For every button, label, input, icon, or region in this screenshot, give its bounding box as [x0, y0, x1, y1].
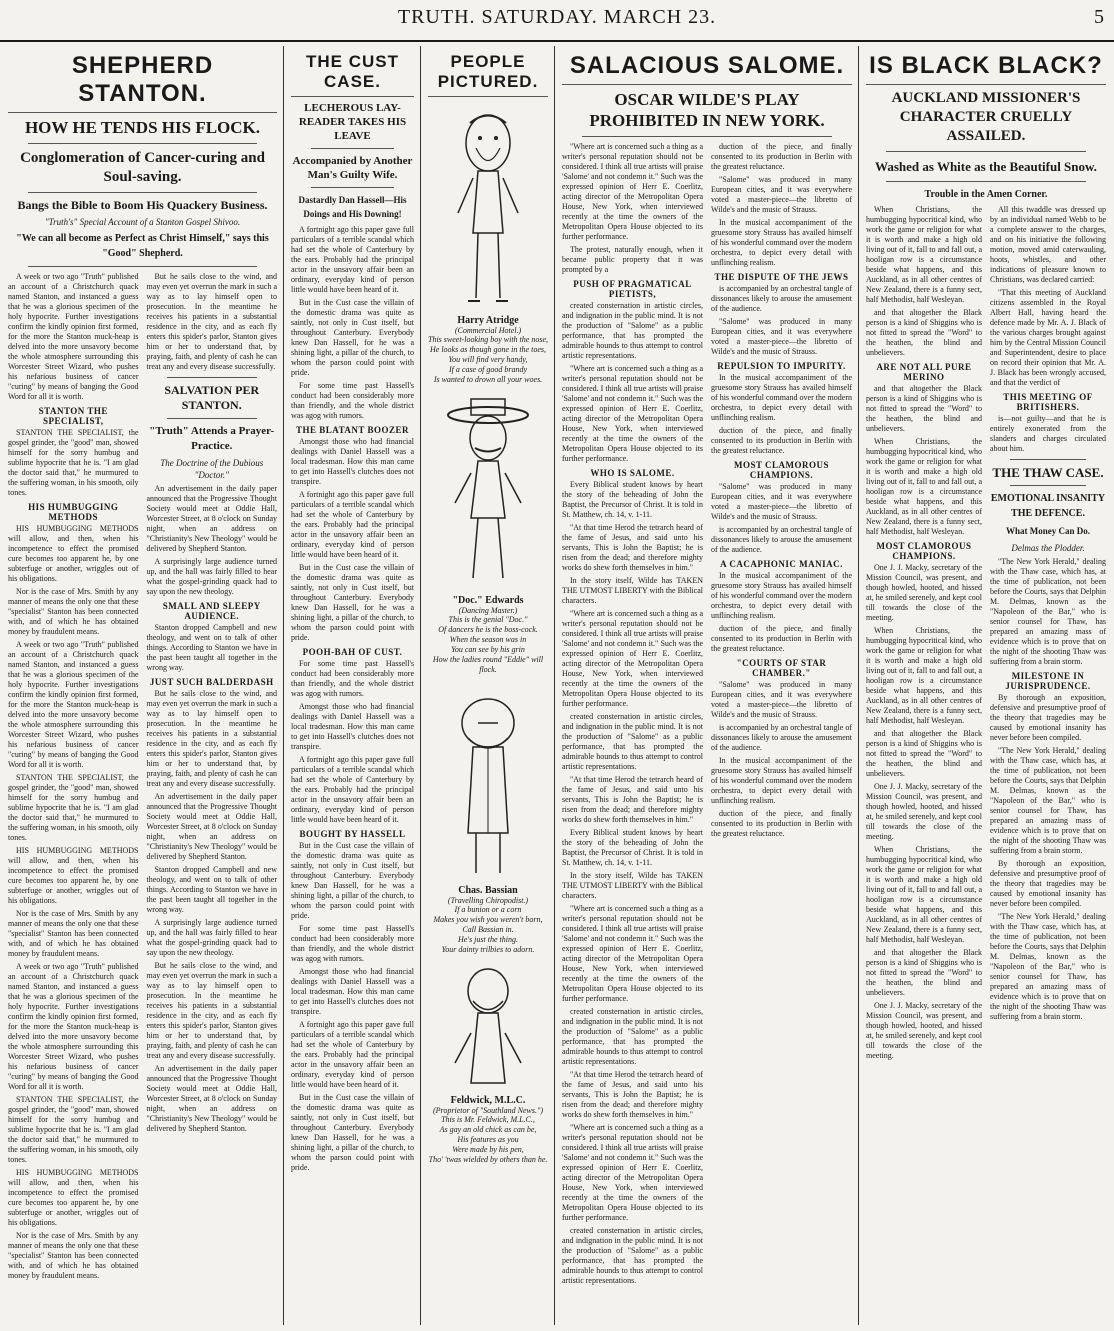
caption-name: "Doc." Edwards — [452, 595, 524, 606]
caricature-illustration — [433, 393, 543, 593]
section-head: POOH-BAH OF CUST. — [302, 647, 403, 657]
headline: IS BLACK BLACK? — [866, 52, 1106, 85]
caption-role: (Commercial Hotel.) — [454, 326, 522, 335]
text-column-right — [711, 142, 852, 1289]
paragraph: "The New York Herald," dealing with the Thaw case, which has, at the time of publication, not been before the Courts, says that Delphin M. Delmas, known as the "Napoleon of the Bar," who is senior counsel for Thaw, has prepared an amazing mass of evidence which is to prove that on the night of the shooting Thaw was suffering from a brain storm. — [990, 557, 1106, 666]
paragraph: A surprisingly large audience turned up, and the hall was fairly filled to hear what the gospel-grinding quack had to say upon the new theology. — [146, 918, 277, 957]
paragraph: One J. J. Macky, secretary of the Mission Council, was present, and though howled, hooted, and hissed at, he smiled serenely, and kept cool till towards the close of the meeting. — [866, 1001, 982, 1060]
paragraph: HIS HUMBUGGING METHODS will allow, and then, when his incompetence to effect the promised cure becomes too apparent he, by one subterfuge or another, wriggles out of his obligations. — [8, 1168, 139, 1227]
paragraph: But he sails close to the wind, and may even yet overrun the mark in such a way as to lay himself open to prosecution. In the meantime he receives his patients in a substantial residence in the city, and as each fly enters this spider's parlor, Stanton gives him or her to understand that, by praying, faith, and plenty of cash he can treat any and every disease successfully. — [146, 689, 277, 788]
caption-verse-line: You will find very handy, — [448, 355, 528, 364]
divider — [28, 192, 257, 193]
section-deck-3: Delmas the Plodder. — [1011, 543, 1085, 553]
paragraph: A fortnight ago this paper gave full particulars of a terrible scandal which had set the whole of Canterbury by the ears. Probably had the principal actor in the unsavory affair been an ordinary, everyday kind of person little would have been heard of it. — [291, 755, 414, 824]
paragraph: The protest, naturally enough, when it became public property that it was prompted by a — [562, 245, 703, 274]
divider — [167, 377, 258, 378]
paragraph: In the story itself, Wilde has TAKEN THE UTMOST LIBERTY with the Biblical characters. — [562, 576, 703, 605]
section-head: PUSH OF PRAGMATICAL PIETISTS, — [573, 279, 692, 299]
divider — [1010, 485, 1086, 486]
paragraph: But he sails close to the wind, and may even yet overrun the mark in such a way as to lay himself open to prosecution. In the meantime he receives his patients in a substantial residence in the city, and as each fly enters this spider's parlor, Stanton gives him or her to understand that, by praying, faith, and plenty of cash he can treat any and every disease successfully. — [146, 961, 277, 1060]
paragraph: "The New York Herald," dealing with the Thaw case, which has, at the time of publication, not been before the Courts, says that Delphin M. Delmas, known as the "Napoleon of the Bar," who is senior counsel for Thaw, has prepared an amazing mass of evidence which is to prove that on the night of the shooting Thaw was suffering from a brain storm. — [990, 746, 1106, 855]
paragraph: For some time past Hassell's conduct had been considerably more than friendly, and the whole district was agog with rumors. — [291, 659, 414, 698]
deck-2: Trouble in the Amen Corner. — [924, 189, 1048, 200]
subhead: LECHEROUS LAY-READER TAKES HIS LEAVE — [298, 102, 407, 142]
paragraph: HIS HUMBUGGING METHODS will allow, and then, when his incompetence to effect the promised cure becomes too apparent he, by one subterfuge or another, wriggles out of his obligations. — [8, 524, 139, 583]
divider — [1010, 459, 1086, 460]
caption-verse-line: Makes you wish you weren't born, — [433, 915, 543, 924]
caricature-illustration — [438, 683, 538, 883]
article-is-black-black — [860, 46, 1112, 1325]
divider — [167, 418, 258, 419]
section-deck: EMOTIONAL INSANITY THE DEFENCE. — [990, 493, 1106, 519]
paragraph: "Salome" was produced in many European cities, and it was everywhere voted a master-piece—the libretto of Wilde's and the music of Strauss. — [711, 482, 852, 521]
article-cust-case — [285, 46, 420, 1325]
section-head: "COURTS OF STAR CHAMBER." — [736, 658, 827, 678]
section-headline: SALVATION PER STANTON. — [164, 383, 260, 412]
caption-verse-line: Were made by his pen, — [452, 1145, 524, 1154]
paragraph: "That this meeting of Auckland citizens assembled in the Royal Albert Hall, having heard the defence made by Mr. A. J. Black of the various charges brought against him by the Central Mission Council and Superintendent, desire to place on record their opinion that Mr. A. J. Black has been wrongly accused, and that the verdict of — [990, 288, 1106, 387]
caption-verse-line: He's just the thing. — [458, 935, 518, 944]
masthead-title: TRUTH. SATURDAY. MARCH 23. — [397, 6, 717, 28]
caption-verse-line: As gay an old chick as can be, — [439, 1125, 537, 1134]
paragraph: STANTON THE SPECIALIST, the gospel grinder, the "good" man, showed himself for the sorry humbug and sublime hypocrite that he is. "I am glad the doctor said that," he murmured to the suffering woman, in his smooth, oily tones. — [8, 428, 139, 497]
paragraph: But in the Cust case the villain of the domestic drama was quite as saintly, not only in Cust itself, but throughout Canterbury. Everybody knew Dan Hassell, for he was a shining light, a pillar of the church, to whom the parson could point with pride. — [291, 841, 414, 920]
paragraph: is—not guilty—and that he is entirely exonerated from the slanders and charges circulated about him. — [990, 414, 1106, 453]
paragraph: A week or two ago "Truth" published an account of a Christchurch quack named Stanton, and instanced a guess that he was a glorious specimen of the holy hypocrite. Further investigations confirm the kindly opinion first formed, for the more the Stanton muck-heap is delved into the more unsavory become the whole atmosphere surrounding this Worcester Street Wizard, who pushes his nefarious business of cancer "curing" by means of banging the Good Word for all it is worth. — [8, 272, 139, 401]
caption-verse-line: If a case of good brandy — [449, 365, 527, 374]
paragraph: For some time past Hassell's conduct had been considerably more than friendly, and the whole district was agog with rumors. — [291, 381, 414, 420]
section-head: A CACAPHONIC MANIAC. — [720, 559, 843, 569]
pull-quote: "We can all become as Perfect as Christ Himself," says this "Good" Shepherd. — [16, 233, 269, 259]
paragraph: An advertisement in the daily paper announced that the Progressive Thought Society would meet at Oddie Hall, Worcester Street, at 8 o'clock on Sunday night, when an address on "Christianity's New Theology" would be delivered by Shepherd Stanton. — [146, 484, 277, 553]
section-head: MOST CLAMOROUS CHAMPIONS. — [733, 460, 830, 480]
caption-verse-line: He looks as though gone in the toes, — [430, 345, 546, 354]
section-head: MILESTONE IN JURISPRUDENCE. — [1005, 671, 1091, 691]
paragraph: "Where art is concerned such a thing as a writer's personal reputation should not be considered. I think all true artists will praise 'Salome' and not condemn it." Such was the expressed opinion of Herr E. Coerlitz, acting director of the Metropolitan Opera House, New York, when interviewed recently at the time the owners of the Metropolitan Opera House objected to its further performance. — [562, 904, 703, 1003]
caption-verse-line: Call Bassian in. — [462, 925, 514, 934]
paragraph: Amongst those who had financial dealings with Daniel Hassell was a local tradesman. How this man came to get into Hassell's clutches does not transpire. — [291, 702, 414, 751]
caption-verse-line: Is wanted to drown all your woes. — [433, 375, 543, 384]
caption-verse-line: When the season was in — [449, 635, 527, 644]
paragraph: A fortnight ago this paper gave full particulars of a terrible scandal which had set the whole of Canterbury by the ears. Probably had the principal actor in the unsavory affair been an ordinary, everyday kind of person little would have been heard of it. — [291, 225, 414, 294]
paragraph: For some time past Hassell's conduct had been considerably more than friendly, and the whole district was agog with rumors. — [291, 924, 414, 963]
text-column-left — [866, 205, 982, 1064]
paragraph: and that altogether the Black person is a kind of Shiggins who is not fitted to spread the "Word" to the heathen, the blind and unbelievers. — [866, 948, 982, 997]
paragraph: An advertisement in the daily paper announced that the Progressive Thought Society would meet at Oddie Hall, Worcester Street, at 8 o'clock on Sunday night, when an address on "Christianity's New Theology" would be delivered by Shepherd Stanton. — [146, 792, 277, 861]
subhead: HOW HE TENDS HIS FLOCK. — [24, 118, 261, 137]
divider — [311, 148, 394, 149]
paragraph: Every Biblical student knows by heart the story of the beheading of John the Baptist, the Precursor of Christ. It is told in St. Matthew, ch. 14, v. 1-11. — [562, 828, 703, 867]
text-column-right — [990, 205, 1106, 1064]
paragraph: and that altogether the Black person is a kind of Shiggins who is not fitted to spread the "Word" to the heathen, the blind and unbelievers. — [866, 729, 982, 778]
column-rule — [283, 46, 284, 1325]
article-shepherd-stanton — [2, 46, 283, 1325]
masthead — [0, 0, 1114, 42]
paragraph: "Where art is concerned such a thing as a writer's personal reputation should not be considered. I think all true artists will praise 'Salome' and not condemn it." Such was the expressed opinion of Herr E. Coerlitz, acting director of the Metropolitan Opera House, New York, when interviewed recently at the time the owners of the Metropolitan Opera House objected to its further performance. — [562, 1123, 703, 1222]
paragraph: and that altogether the Black person is a kind of Shiggins who is not fitted to spread the "Word" to the heathen, the blind and unbelievers. — [866, 384, 982, 433]
deck-2: Bangs the Bible to Boom His Quackery Business. — [17, 198, 268, 212]
paragraph: A surprisingly large audience turned up, and the hall was fairly filled to hear what the gospel-grinding quack had to say upon the new theology. — [146, 557, 277, 596]
paragraph: When Christians, the humbugging hypocritical kind, who work the game or religion for what it is worth and make a high old living out of it, fall to and fall out, a hooligan row is a circumstance beside what happens, and this Auckland, as in all other centres of New Zealand, there is a funny sect, half Methodist, half Wesleyan. — [866, 437, 982, 536]
paragraph: "At that time Herod the tetrarch heard of the fame of Jesus, and said unto his servants, This is John the Baptist; he is risen from the dead; and therefore mighty works do shew forth themselves in him." — [562, 775, 703, 824]
section-head: THE BLATANT BOOZER — [295, 425, 410, 435]
paragraph: is accompanied by an orchestral tangle of dissonances likely to arouse the amusement of the audience. — [711, 723, 852, 752]
caption-verse-line: Your dainty trilbies to adorn. — [441, 945, 535, 954]
paragraph: In the musical accompaniment of the gruesome story Strauss has availed himself of his wonderful command over the modern orchestra, to depict every detail with unflinching realism. — [711, 218, 852, 267]
figure-chas-bassian — [428, 683, 548, 955]
caption-name: Chas. Bassian — [458, 885, 518, 896]
section-head: BOUGHT BY HASSELL — [299, 829, 406, 839]
paragraph: STANTON THE SPECIALIST, the gospel grinder, the "good" man, showed himself for the sorry humbug and sublime hypocrite that he is. "I am glad the doctor said that," he murmured to the suffering woman, in his smooth, oily tones. — [8, 1095, 139, 1164]
deck: Accompanied by Another Man's Guilty Wife. — [292, 155, 413, 181]
column-rule — [420, 46, 421, 1325]
paragraph: duction of the piece, and finally consented to its production in Berlin with the greatest reluctance. — [711, 426, 852, 455]
paragraph: Amongst those who had financial dealings with Daniel Hassell was a local tradesman. How this man came to get into Hassell's clutches does not transpire. — [291, 437, 414, 486]
paragraph: A week or two ago "Truth" published an account of a Christchurch quack named Stanton, and instanced a guess that he was a glorious specimen of the holy hypocrite. Further investigations confirm the kindly opinion first formed, for the more the Stanton muck-heap is delved into the more unsavory become the whole atmosphere surrounding this Worcester Street Wizard, who pushes his nefarious business of cancer "curing" by means of banging the Good Word for all it is worth. — [8, 640, 139, 769]
text-column-right — [147, 272, 278, 1284]
figure-harry-atridge — [428, 103, 548, 385]
paragraph: In the musical accompaniment of the gruesome story Strauss has availed himself of his wonderful command over the modern orchestra, to depict every detail with unflinching realism. — [711, 571, 852, 620]
paragraph: Nor is the case of Mrs. Smith by any manner of means the only one that these "specialist" Stanton has been connected with, and of which he has obtained money by fraudulent means. — [8, 909, 139, 958]
section-head: SMALL AND SLEEPY AUDIENCE. — [162, 601, 261, 621]
paragraph: "Salome" was produced in many European cities, and it was everywhere voted a master-piece—the libretto of Wilde's and the music of Strauss. — [711, 175, 852, 214]
divider — [28, 143, 257, 144]
column-rule — [554, 46, 555, 1325]
paragraph: In the musical accompaniment of the gruesome story Strauss has availed himself of his wonderful command over the modern orchestra, to depict every detail with unflinching realism. — [711, 373, 852, 422]
paragraph: But in the Cust case the villain of the domestic drama was quite as saintly, not only in Cust itself, but throughout Canterbury. Everybody knew Dan Hassell, for he was a shining light, a pillar of the church, to whom the parson could point with pride. — [291, 563, 414, 642]
section-deck-2: What Money Can Do. — [1005, 526, 1090, 536]
paragraph: Nor is the case of Mrs. Smith by any manner of means the only one that these "specialist" Stanton has been connected with, and of which he has obtained money by fraudulent means. — [8, 587, 139, 636]
deck-2: Dastardly Dan Hassell—His Doings and His Downing! — [298, 195, 407, 219]
section-head: STANTON THE SPECIALIST, — [38, 406, 108, 426]
deck: Conglomeration of Cancer-curing and Soul-saving. — [20, 150, 265, 185]
paragraph: "Where art is concerned such a thing as a writer's personal reputation should not be considered. I think all true artists will praise 'Salome' and not condemn it." Such was the expressed opinion of Herr E. Coerlitz, acting director of the Metropolitan Opera House, New York, when interviewed recently at the time the owners of the Metropolitan Opera House objected to its further performance. — [562, 364, 703, 463]
caption-verse-line: If a bunion or a corn — [454, 905, 522, 914]
caption-verse-line: His features as you — [457, 1135, 519, 1144]
subhead: AUCKLAND MISSIONER'S CHARACTER CRUELLY ASSAILED. — [891, 90, 1081, 144]
headline: SALACIOUS SALOME. — [562, 52, 852, 85]
caption-verse-line: Of dancers he is the boss-cock. — [438, 625, 538, 634]
paragraph: "Salome" was produced in many European cities, and it was everywhere voted a master-piece—the libretto of Wilde's and the music of Strauss. — [711, 317, 852, 356]
paragraph: A fortnight ago this paper gave full particulars of a terrible scandal which had set the whole of Canterbury by the ears. Probably had the principal actor in the unsavory affair been an ordinary, everyday kind of person little would have been heard of it. — [291, 490, 414, 559]
paragraph: "At that time Herod the tetrarch heard of the fame of Jesus, and said unto his servants, This is John the Baptist; he is risen from the dead; and therefore mighty works do shew forth themselves in him." — [562, 1070, 703, 1119]
divider — [311, 187, 394, 188]
paragraph: duction of the piece, and finally consented to its production in Berlin with the greatest reluctance. — [711, 142, 852, 171]
section-head: JUST SUCH BALDERDASH — [149, 677, 274, 687]
paragraph: When Christians, the humbugging hypocritical kind, who work the game or religion for what it is worth and make a high old living out of it, fall to and fall out, a hooligan row is a circumstance beside what happens, and this Auckland, as in all other centres of New Zealand, there is a funny sect, half Methodist, half Wesleyan. — [866, 845, 982, 944]
paragraph: created consternation in artistic circles, and indignation in the public mind. It is not the production of "Salome" as a public performance, that has prompted the admirable hounds to thus attempt to control artistic representations. — [562, 712, 703, 771]
paragraph: By thorough an exposition, defensive and presumptive proof of the theory that tragedies may be caused by emotional insanity has never before been compiled. — [990, 693, 1106, 742]
caption-role: (Proprietor of "Southland News.") — [433, 1106, 543, 1115]
paragraph: By thorough an exposition, defensive and presumptive proof of the theory that tragedies may be caused by emotional insanity has never before been compiled. — [990, 859, 1106, 908]
paragraph: An advertisement in the daily paper announced that the Progressive Thought Society would meet at Oddie Hall, Worcester Street, at 8 o'clock on Sunday night, when an address on "Christianity's New Theology" would be delivered by Shepherd Stanton. — [146, 1064, 277, 1133]
paragraph: In the musical accompaniment of the gruesome story Strauss has availed himself of his wonderful command over the modern orchestra, to depict every detail with unflinching realism. — [711, 756, 852, 805]
paragraph: A week or two ago "Truth" published an account of a Christchurch quack named Stanton, and instanced a guess that he was a glorious specimen of the holy hypocrite. Further investigations confirm the kindly opinion first formed, for the more the Stanton muck-heap is delved into the more unsavory become the whole atmosphere surrounding this Worcester Street Wizard, who pushes his nefarious business of cancer "curing" by means of banging the Good Word for all it is worth. — [8, 962, 139, 1091]
section-deck: "Truth" Attends a Prayer-Practice. — [149, 425, 275, 452]
headline: SHEPHERD STANTON. — [8, 52, 277, 113]
section-head: ARE NOT ALL PURE MERINO — [876, 362, 972, 382]
paragraph: But he sails close to the wind, and may even yet overrun the mark in such a way as to lay himself open to prosecution. In the meantime he receives his patients in a substantial residence in the city, and as each fly enters this spider's parlor, Stanton gives him or her to understand that, by praying, faith, and plenty of cash he can treat any and every disease successfully. — [146, 272, 277, 371]
caption-verse-line: You can see by his grin — [451, 645, 525, 654]
caption-name: Feldwick, M.L.C. — [450, 1095, 526, 1106]
section-head: WHO IS SALOME. — [590, 468, 675, 478]
subhead: OSCAR WILDE'S PLAY PROHIBITED IN NEW YORK. — [589, 90, 825, 130]
paragraph: "Salome" was produced in many European cities, and it was everywhere voted a master-piece—the libretto of Wilde's and the music of Strauss. — [711, 680, 852, 719]
caption-verse-line: This is the genial "Doc." — [448, 615, 528, 624]
paragraph: and that altogether the Black person is a kind of Shiggins who is not fitted to spread the "Word" to the heathen, the blind and unbelievers. — [866, 308, 982, 357]
paragraph: But in the Cust case the villain of the domestic drama was quite as saintly, not only in Cust itself, but throughout Canterbury. Everybody knew Dan Hassell, for he was a shining light, a pillar of the church, to whom the parson could point with pride. — [291, 1093, 414, 1172]
byline: "Truth's" Special Account of a Stanton Gospel Shivoo. — [44, 217, 241, 227]
headline: THE CUST CASE. — [291, 52, 414, 97]
deck: Washed as White as the Beautiful Snow. — [875, 159, 1097, 174]
article-salacious-salome — [556, 46, 858, 1325]
caricature-illustration — [443, 963, 533, 1093]
paragraph: Nor is the case of Mrs. Smith by any manner of means the only one that these "specialist" Stanton has been connected with, and of which he has obtained money by fraudulent means. — [8, 1231, 139, 1280]
caption-name: Harry Atridge — [457, 315, 519, 326]
paragraph: STANTON THE SPECIALIST, the gospel grinder, the "good" man, showed himself for the sorry humbug and sublime hypocrite that he is. "I am glad the doctor said that," he murmured to the suffering woman, in his smooth, oily tones. — [8, 773, 139, 842]
paragraph: created consternation in artistic circles, and indignation in the public mind. It is not the production of "Salome" as a public performance, that has prompted the admirable hounds to thus attempt to control artistic representations. — [562, 1226, 703, 1285]
section-deck-2: The Doctrine of the Dubious "Doctor." — [160, 458, 264, 480]
section-head: REPULSION TO IMPURITY. — [717, 361, 846, 371]
figure-doc-edwards — [428, 393, 548, 675]
people-pictured — [422, 46, 554, 1325]
paragraph: "At that time Herod the tetrarch heard of the fame of Jesus, and said unto his servants, This is John the Baptist; he is risen from the dead; and therefore mighty works do shew forth themselves in him." — [562, 523, 703, 572]
caption-verse-line: This sweet-looking boy with the nose, — [428, 335, 548, 344]
paragraph: One J. J. Macky, secretary of the Mission Council, was present, and though howled, hooted, and hissed at, he smiled serenely, and kept cool till towards the close of the meeting. — [866, 563, 982, 622]
paragraph: When Christians, the humbugging hypocritical kind, who work the game or religion for what it is worth and make a high old living out of it, fall to and fall out, a hooligan row is a circumstance beside what happens, and this Auckland, as in all other centres of New Zealand, there is a funny sect, half Methodist, half Wesleyan. — [866, 205, 982, 304]
paragraph: duction of the piece, and finally consented to its production in Berlin with the greatest reluctance. — [711, 624, 852, 653]
paragraph: All this twaddle was dressed up by an individual named Webb to be a complete answer to the charges, and on his initiative the following motion, moved amid caterwauling, hoots, whistles, and other indications of pleasure known to Christians, was declared carried: — [990, 205, 1106, 284]
section-head: THE DISPUTE OF THE JEWS — [714, 272, 849, 282]
paragraph: HIS HUMBUGGING METHODS will allow, and then, when his incompetence to effect the promised cure becomes too apparent he, by one subterfuge or another, wriggles out of his obligations. — [8, 846, 139, 905]
paragraph: In the story itself, Wilde has TAKEN THE UTMOST LIBERTY with the Biblical characters. — [562, 871, 703, 900]
divider — [582, 136, 832, 137]
caption-verse-line: How the ladies round "Eddie" will flock. — [432, 655, 544, 674]
divider — [886, 181, 1086, 182]
paragraph: is accompanied by an orchestral tangle of dissonances likely to arouse the amusement of the audience. — [711, 525, 852, 554]
caricature-illustration — [438, 103, 538, 313]
section-head: THIS MEETING OF BRITISHERS. — [1003, 392, 1093, 412]
paragraph: "The New York Herald," dealing with the Thaw case, which has, at the time of publication, not been before the Courts, says that Delphin M. Delmas, known as the "Napoleon of the Bar," who is senior counsel for Thaw, has prepared an amazing mass of evidence which is to prove that on the night of the shooting Thaw was suffering from a brain storm. — [990, 912, 1106, 1021]
paragraph: "Where art is concerned such a thing as a writer's personal reputation should not be considered. I think all true artists will praise 'Salome' and not condemn it." Such was the expressed opinion of Herr E. Coerlitz, acting director of the Metropolitan Opera House, New York, when interviewed recently at the time the owners of the Metropolitan Opera House objected to its further performance. — [562, 609, 703, 708]
paragraph: But in the Cust case the villain of the domestic drama was quite as saintly, not only in Cust itself, but throughout Canterbury. Everybody knew Dan Hassell, for he was a shining light, a pillar of the church, to whom the parson could point with pride. — [291, 298, 414, 377]
paragraph: "Where art is concerned such a thing as a writer's personal reputation should not be considered. I think all true artists will praise 'Salome' and not condemn it." Such was the expressed opinion of Herr E. Coerlitz, acting director of the Metropolitan Opera House, New York, when interviewed recently at the time the owners of the Metropolitan Opera House objected to its further performance. — [562, 142, 703, 241]
paragraph: When Christians, the humbugging hypocritical kind, who work the game or religion for what it is worth and make a high old living out of it, fall to and fall out, a hooligan row is a circumstance beside what happens, and this Auckland, as in all other centres of New Zealand, there is a funny sect, half Methodist, half Wesleyan. — [866, 626, 982, 725]
caption-role: (Travelling Chiropodist.) — [447, 896, 529, 905]
divider — [28, 266, 257, 267]
caption-verse-line: Tho' 'twas wielded by others than he. — [428, 1155, 548, 1164]
text-column-left — [562, 142, 703, 1289]
paragraph: created consternation in artistic circles, and indignation in the public mind. It is not the production of "Salome" as a public performance, that has prompted the admirable hounds to thus attempt to control artistic representations. — [562, 301, 703, 360]
section-head: HIS HUMBUGGING METHODS — [28, 502, 119, 522]
paragraph: A fortnight ago this paper gave full particulars of a terrible scandal which had set the whole of Canterbury by the ears. Probably had the principal actor in the unsavory affair been an ordinary, everyday kind of person little would have been heard of it. — [291, 1020, 414, 1089]
section-head: MOST CLAMOROUS CHAMPIONS. — [876, 541, 972, 561]
paragraph: Amongst those who had financial dealings with Daniel Hassell was a local tradesman. How this man came to get into Hassell's clutches does not transpire. — [291, 967, 414, 1016]
figure-feldwick — [428, 963, 548, 1165]
page-number: 5 — [1094, 6, 1104, 28]
paragraph: Stanton dropped Campbell and new theology, and went on to talk of other things. According to Stanton we have in the past been taught all together in the wrong way. — [146, 623, 277, 672]
paragraph: One J. J. Macky, secretary of the Mission Council, was present, and though howled, hooted, and hissed at, he smiled serenely, and kept cool till towards the close of the meeting. — [866, 782, 982, 841]
column-rule — [858, 46, 859, 1325]
paragraph: Stanton dropped Campbell and new theology, and went on to talk of other things. According to Stanton we have in the past been taught all together in the wrong way. — [146, 865, 277, 914]
paragraph: is accompanied by an orchestral tangle of dissonances likely to arouse the amusement of the audience. — [711, 284, 852, 313]
section-headline: THE THAW CASE. — [992, 465, 1104, 480]
paragraph: created consternation in artistic circles, and indignation in the public mind. It is not the production of "Salome" as a public performance, that has prompted the admirable hounds to thus attempt to control artistic representations. — [562, 1007, 703, 1066]
paragraph: duction of the piece, and finally consented to its production in Berlin with the greatest reluctance. — [711, 809, 852, 838]
headline: PEOPLE PICTURED. — [428, 52, 548, 97]
text-column-left — [8, 272, 139, 1284]
divider — [886, 151, 1086, 152]
paragraph: Every Biblical student knows by heart the story of the beheading of John the Baptist, the Precursor of Christ. It is told in St. Matthew, ch. 14, v. 1-11. — [562, 480, 703, 519]
caption-verse-line: This is Mr. Feldwick, M.L.C., — [441, 1115, 535, 1124]
caption-role: (Dancing Master.) — [458, 606, 518, 615]
